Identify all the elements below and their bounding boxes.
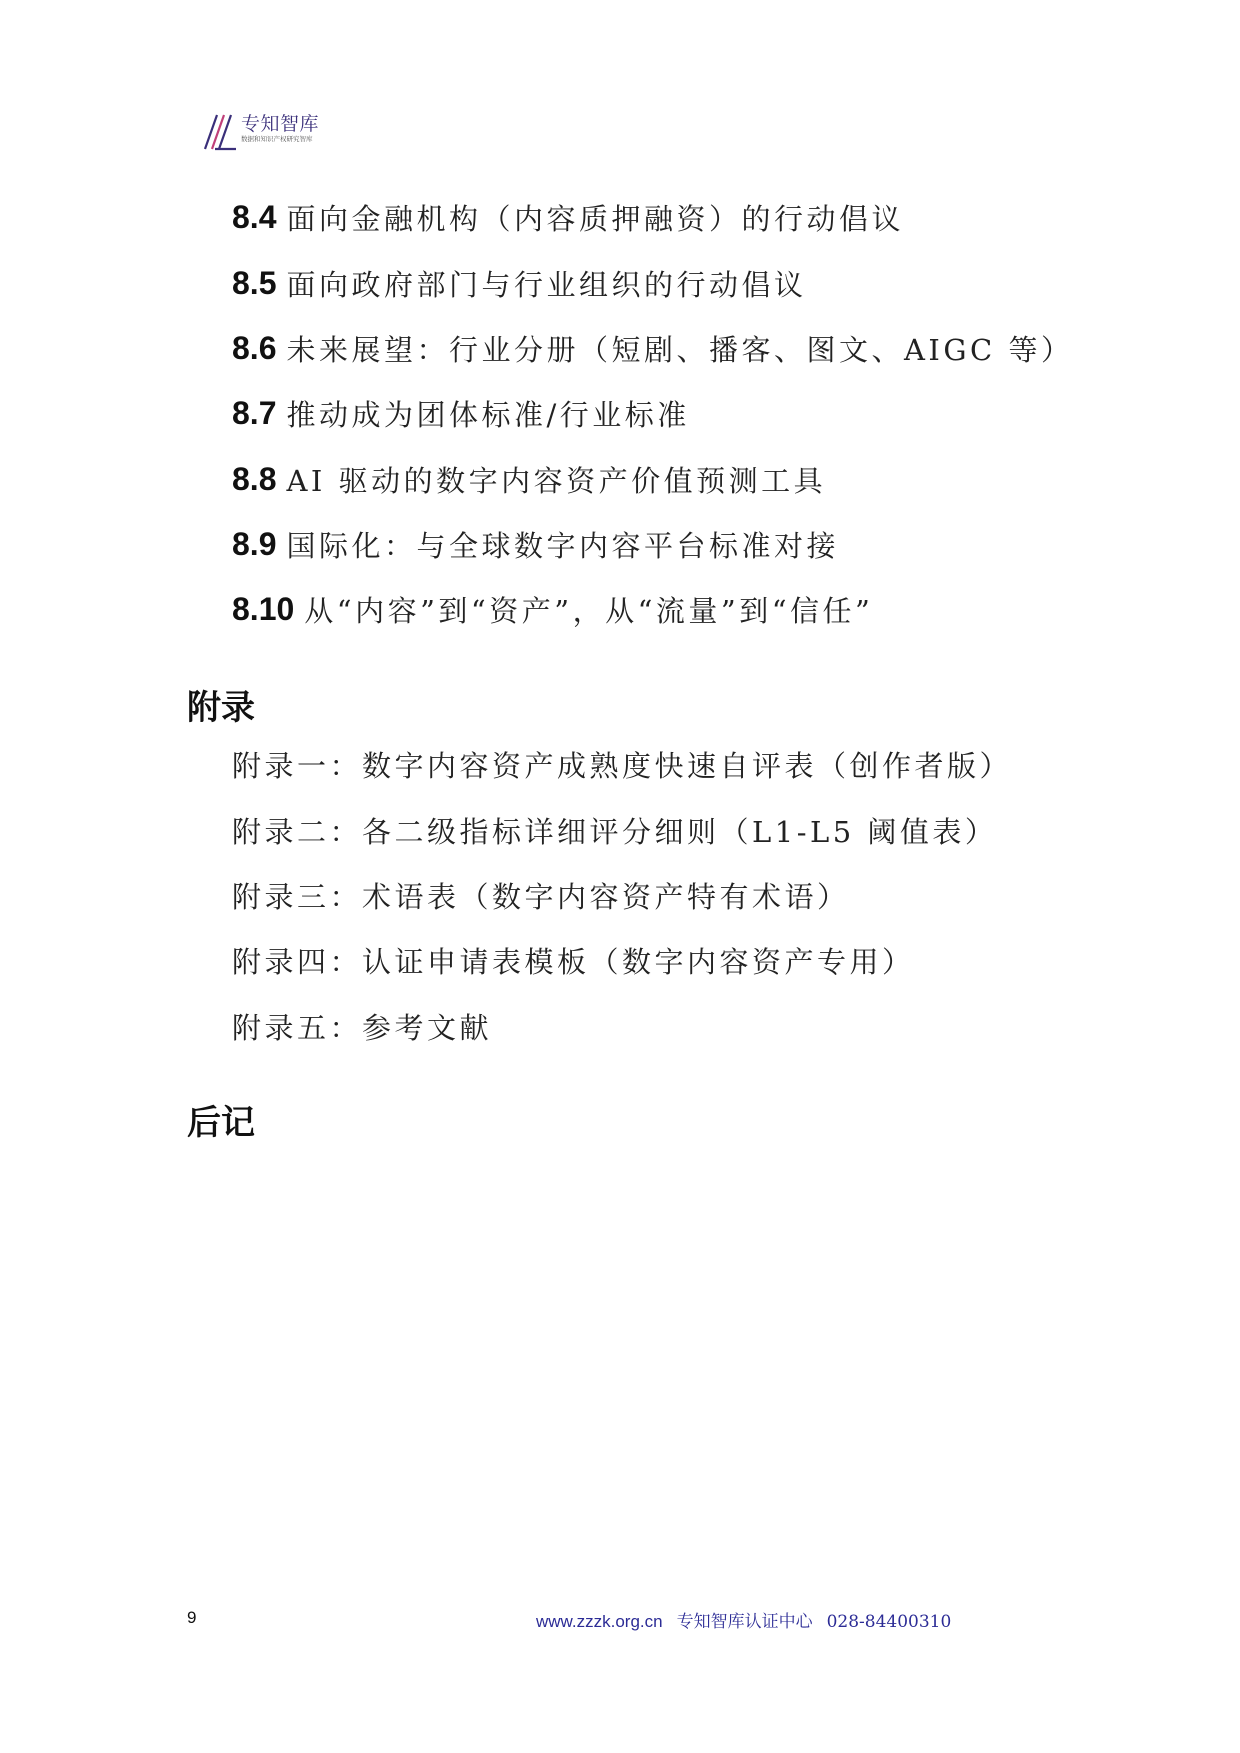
footer-phone: 028-84400310 <box>826 1612 952 1632</box>
toc-item[interactable] <box>232 456 826 502</box>
toc-item-number: 8.8 <box>232 460 277 497</box>
logo-subtitle: 数据和知识产权研究智库 <box>241 135 313 143</box>
toc-item[interactable] <box>232 390 690 436</box>
logo-name: 专知智库 <box>241 113 320 135</box>
toc-item[interactable] <box>232 586 873 632</box>
toc-item-number: 8.4 <box>232 198 277 235</box>
appendix-item[interactable]: 附录一：数字内容资产成熟度快速自评表（创作者版） <box>232 749 1013 783</box>
page-number: 9 <box>187 1608 197 1627</box>
toc-item[interactable] <box>232 521 839 567</box>
toc-item-text: 从“内容”到“资产”，从“流量”到“信任” <box>304 593 874 628</box>
appendix-item[interactable]: 附录三：术语表（数字内容资产特有术语） <box>232 880 850 914</box>
toc-item-text: 推动成为团体标准/行业标准 <box>286 397 690 432</box>
toc-item-text: 国际化：与全球数字内容平台标准对接 <box>286 528 839 563</box>
toc-item-text: 未来展望：行业分册（短剧、播客、图文、AIGC 等） <box>286 332 1074 367</box>
appendix-item[interactable]: 附录五：参考文献 <box>232 1011 493 1045</box>
zzzk-logo-icon <box>203 113 237 151</box>
toc-item-number: 8.10 <box>232 590 295 627</box>
footer-url[interactable]: www.zzzk.org.cn <box>536 1612 663 1631</box>
appendix-item[interactable]: 附录二：各二级指标详细评分细则（L1-L5 阈值表） <box>232 815 998 849</box>
toc-item-number: 8.5 <box>232 264 277 301</box>
afterword-heading[interactable]: 后记 <box>187 1103 255 1143</box>
toc-item[interactable] <box>232 194 904 240</box>
toc-item-text: 面向政府部门与行业组织的行动倡议 <box>286 267 807 302</box>
toc-item[interactable] <box>232 260 807 306</box>
brand-logo <box>203 113 343 157</box>
appendix-item[interactable]: 附录四：认证申请表模板（数字内容资产专用） <box>232 945 915 979</box>
toc-item-number: 8.7 <box>232 394 277 431</box>
toc-item[interactable] <box>232 325 1073 371</box>
toc-item-number: 8.9 <box>232 525 277 562</box>
toc-item-number: 8.6 <box>232 329 277 366</box>
toc-item-text: AI 驱动的数字内容资产价值预测工具 <box>286 463 827 498</box>
toc-item-text: 面向金融机构（内容质押融资）的行动倡议 <box>286 201 904 236</box>
appendix-heading[interactable]: 附录 <box>187 688 255 728</box>
footer-contact <box>536 1607 951 1632</box>
footer-org: 专知智库认证中心 <box>676 1612 813 1632</box>
